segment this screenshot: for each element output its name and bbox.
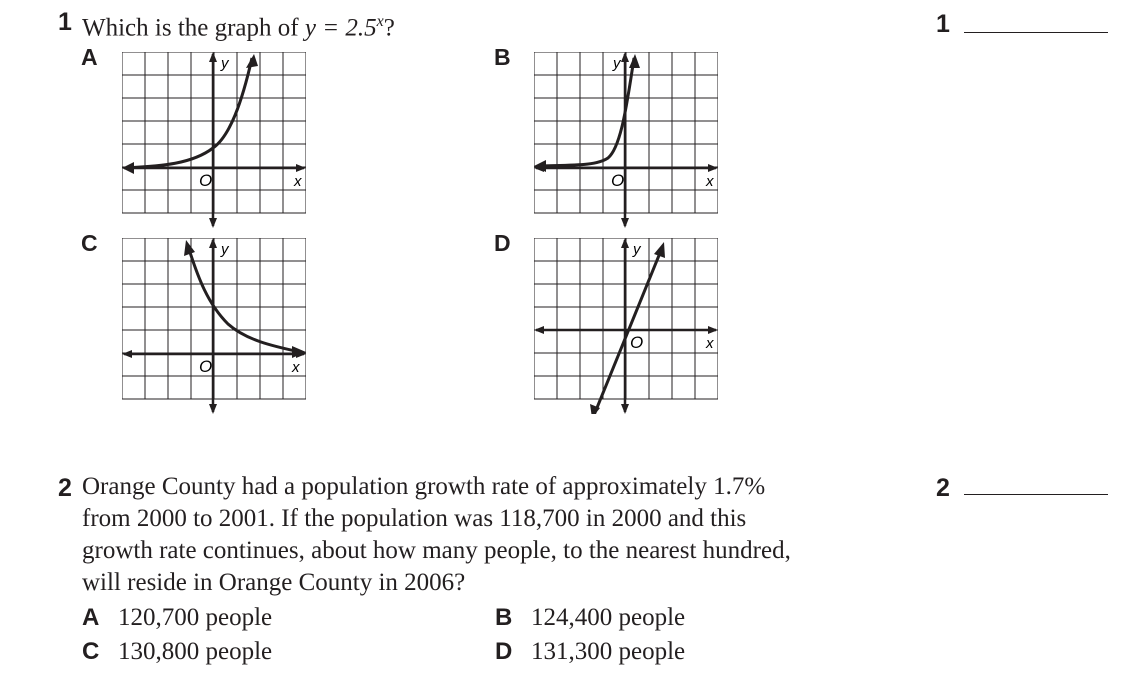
x-axis-arrow-left [122, 350, 132, 358]
graph-b-letter: B [494, 44, 511, 70]
choice-b[interactable] [495, 604, 685, 632]
question-1-prefix: Which is the graph of [82, 14, 305, 42]
graph-d-x-label: x [706, 335, 714, 352]
y-axis-arrow-up [621, 52, 629, 62]
graph-a[interactable] [122, 52, 306, 228]
choice-d-text: 131,300 people [531, 638, 686, 665]
y-axis-arrow-up [209, 52, 217, 62]
question-2-line-3: growth rate continues, about how many people, to the nearest hundred, [82, 537, 791, 564]
choice-d[interactable] [495, 638, 685, 666]
graph-d-letter: D [494, 230, 511, 256]
y-axis-arrow-up [621, 238, 629, 248]
x-axis-arrow-right [708, 326, 718, 334]
question-2-text [82, 471, 791, 599]
x-axis-arrow-right [708, 164, 718, 172]
graph-d-y-label: y [633, 241, 641, 258]
graph-c-letter: C [81, 230, 98, 256]
x-axis-arrow-left [534, 326, 544, 334]
graph-a-origin-label: O [199, 171, 213, 190]
graph-c-y-label: y [221, 241, 229, 258]
graph-b-arrow-curve [629, 54, 640, 68]
graph-d-svg [534, 238, 718, 414]
question-1-number: 1 [58, 8, 72, 36]
choice-b-text: 124,400 people [531, 604, 686, 631]
graph-c-x-label: x [292, 359, 300, 376]
choice-c[interactable] [82, 638, 272, 666]
y-axis-arrow-up [209, 238, 217, 248]
graph-a-axes [122, 52, 306, 228]
answer-1-blank[interactable] [964, 32, 1108, 33]
y-axis-arrow-down [209, 404, 217, 414]
graph-a-svg [122, 52, 306, 228]
graph-b-origin-label: O [611, 171, 625, 190]
graph-b-curve [538, 58, 634, 166]
y-axis-arrow-down [209, 218, 217, 228]
graph-b-y-label: y [613, 55, 621, 72]
choice-d-letter: D [495, 638, 513, 665]
x-axis-arrow-right [296, 164, 306, 172]
graph-b-svg [534, 52, 718, 228]
graph-a-arrow-left [122, 162, 134, 174]
question-2-line-2: from 2000 to 2001. If the population was 118,700 in 2000 and this [82, 505, 747, 532]
graph-d[interactable] [534, 238, 718, 414]
question-2-number: 2 [58, 474, 72, 502]
graph-c[interactable] [122, 238, 306, 414]
y-axis-arrow-down [621, 218, 629, 228]
choice-a[interactable] [82, 604, 272, 632]
question-1-equation: y = 2.5 [304, 14, 377, 42]
choice-b-letter: B [495, 604, 513, 631]
question-1-text [82, 6, 395, 44]
choice-a-text: 120,700 people [118, 604, 273, 631]
graph-a-y-label: y [221, 55, 229, 72]
question-2-line-4: will reside in Orange County in 2006? [82, 569, 466, 596]
choice-a-letter: A [82, 604, 100, 631]
answer-1-number: 1 [936, 10, 950, 38]
graph-c-origin-label: O [199, 357, 213, 376]
question-1-exponent: x [376, 13, 384, 30]
graph-c-axes [122, 238, 306, 414]
choice-c-text: 130,800 people [118, 638, 273, 665]
graph-c-svg [122, 238, 306, 414]
graph-a-arrow-curve [246, 54, 258, 68]
graph-a-x-label: x [294, 173, 302, 190]
answer-2-number: 2 [936, 474, 950, 502]
question-1-suffix: ? [383, 14, 395, 42]
graph-d-origin-label: O [630, 333, 644, 352]
graph-b[interactable] [534, 52, 718, 228]
graph-b-x-label: x [706, 173, 714, 190]
question-2-line-1: Orange County had a population growth rate of approximately 1.7% [82, 473, 766, 500]
graph-c-arrow-curve [184, 240, 195, 256]
choice-c-letter: C [82, 638, 100, 665]
graph-d-arrow-up [654, 242, 665, 258]
graph-a-letter: A [81, 44, 98, 70]
graph-d-axes [534, 238, 718, 414]
y-axis-arrow-down [621, 404, 629, 414]
answer-2-blank[interactable] [964, 494, 1108, 495]
graph-b-axes [534, 52, 718, 228]
